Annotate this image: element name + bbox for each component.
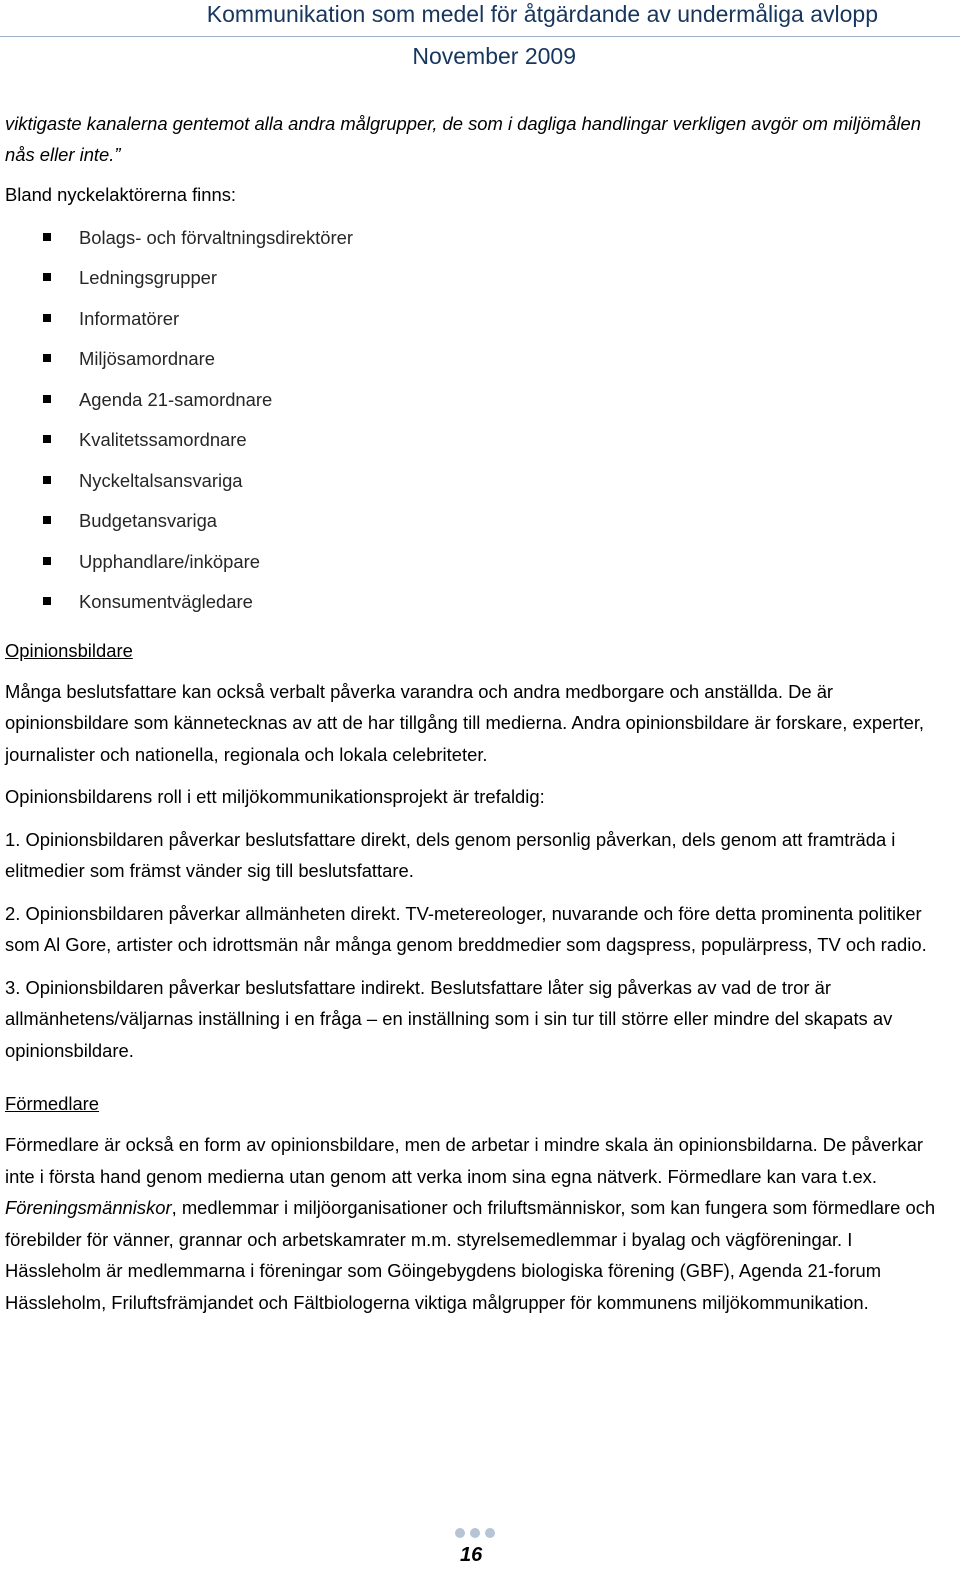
opinion-paragraph-2: Opinionsbildarens roll i ett miljökommunikationsprojekt är trefaldig:: [5, 786, 545, 807]
square-bullet-icon: [43, 476, 51, 484]
opinion-paragraph-1: Många beslutsfattare kan också verbalt påverka varandra och andra medborgare och anställda. De är opinionsbildare som kännetecknas av att de har tillgång till medierna. Andra opinionsbildare är forskare, experter, journalister och nationella, regionala och lokala celebriteter.: [5, 680, 925, 765]
square-bullet-icon: [43, 516, 51, 524]
dot-icon: [470, 1528, 480, 1538]
square-bullet-icon: [43, 395, 51, 403]
list-item: Upphandlare/inköpare: [43, 542, 953, 583]
square-bullet-icon: [43, 233, 51, 241]
opinion-paragraph-3: 1. Opinionsbildaren påverkar beslutsfattare direkt, dels genom personlig påverkan, dels genom att framträda i elitmedier som främst vänder sig till beslutsfattare.: [5, 828, 896, 881]
list-item: Miljösamordnare: [43, 339, 953, 380]
list-item: Nyckeltalsansvariga: [43, 461, 953, 502]
square-bullet-icon: [43, 354, 51, 362]
document-body: [5, 108, 953, 1329]
intro-quote: viktigaste kanalerna gentemot alla andra målgrupper, de som i dagliga handlingar verkligen avgör om miljömålen nås eller inte.”: [5, 113, 921, 165]
mediators-paragraph: Förmedlare är också en form av opinionsbildare, men de arbetar i mindre skala än opinionsbildarna. De påverkar inte i första hand genom medierna utan genom att verka inom sina egna nätverk. Förmedlare kan vara t.ex. Föreningsmänniskor, medlemmar i miljöorganisationer och friluftsmänniskor, som kan fungera som förmedlare och förebilder för vänner, grannar och arbetskamrater m.m. styrelsemedlemmar i byalag och vägföreningar. I Hässleholm är medlemmarna i föreningar som Göingebygdens biologiska förening (GBF), Agenda 21-forum Hässleholm, Friluftsfrämjandet och Fältbiologerna viktiga målgrupper för kommunens miljökommunikation.: [5, 1134, 936, 1313]
list-item: Bolags- och förvaltningsdirektörer: [43, 218, 953, 259]
list-item: Konsumentvägledare: [43, 582, 953, 623]
dot-icon: [455, 1528, 465, 1538]
square-bullet-icon: [43, 435, 51, 443]
document-date: November 2009: [412, 43, 576, 69]
dot-icon: [485, 1528, 495, 1538]
list-item: Ledningsgrupper: [43, 258, 953, 299]
opinion-paragraph-4: 2. Opinionsbildaren påverkar allmänheten direkt. TV-metereologer, nuvarande och före detta prominenta politiker som Al Gore, artister och idrottsmän når många genom breddmedier som dagspress, populärpress, TV och radio.: [5, 902, 927, 955]
section-heading-opinionsbildare: Opinionsbildare: [5, 639, 133, 661]
section-heading-formedlare: Förmedlare: [5, 1093, 100, 1114]
key-actors-list: [5, 218, 953, 623]
list-item: Budgetansvariga: [43, 501, 953, 542]
header-rule: [0, 36, 960, 37]
key-actors-lead: Bland nyckelaktörerna finns:: [5, 184, 237, 205]
square-bullet-icon: [43, 597, 51, 605]
list-item: Kvalitetssamordnare: [43, 420, 953, 461]
list-item: Agenda 21-samordnare: [43, 380, 953, 421]
list-item: Informatörer: [43, 299, 953, 340]
page-number: 16: [460, 1544, 483, 1566]
opinion-paragraph-5: 3. Opinionsbildaren påverkar beslutsfattare indirekt. Beslutsfattare låter sig påverkas av vad de tror är allmänhetens/väljarnas inställning i en fråga – en inställning som i sin tur till större eller mindre del skapats av opinionsbildare.: [5, 976, 893, 1061]
square-bullet-icon: [43, 273, 51, 281]
page-header: [0, 0, 960, 70]
square-bullet-icon: [43, 314, 51, 322]
square-bullet-icon: [43, 557, 51, 565]
document-title: Kommunikation som medel för åtgärdande av undermåliga avlopp: [206, 1, 878, 27]
